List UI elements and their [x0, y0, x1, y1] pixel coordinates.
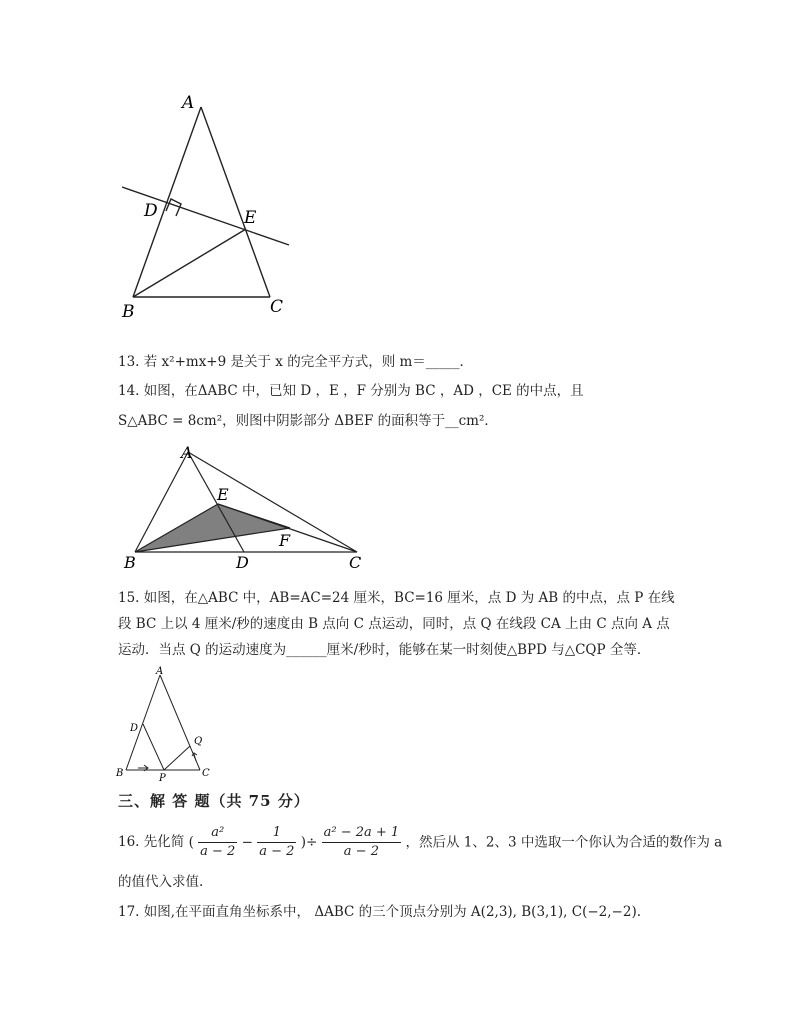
- q16-fraction-1: [198, 824, 237, 861]
- q16-f3-denominator: a − 2: [343, 844, 379, 859]
- fig3-label-Q: Q: [194, 736, 203, 747]
- fig3-label-A: A: [156, 666, 164, 677]
- q16-f2-denominator: a − 2: [259, 844, 295, 859]
- q16-f1-numerator: a²: [198, 824, 237, 843]
- fig2-label-A: A: [181, 443, 193, 462]
- fig2-label-B: B: [124, 553, 136, 572]
- q16-suffix: ，然后从 1、2、3 中选取一个你认为合适的数作为 a: [405, 834, 723, 851]
- fig1-label-A: A: [182, 93, 195, 113]
- q16-f2-numerator: 1: [257, 824, 296, 843]
- q16-f3-numerator: a² − 2a + 1: [322, 824, 402, 843]
- question-17: 17. 如图,在平面直角坐标系中， ΔABC 的三个顶点分别为 A(2,3), B(3,1), C(−2,−2).: [118, 904, 642, 920]
- fig2-label-D: D: [236, 553, 249, 572]
- fig2-label-C: C: [349, 553, 362, 572]
- fig1-label-B: B: [122, 302, 135, 322]
- question-16-line2: 的值代入求值.: [118, 874, 204, 890]
- fig1-label-C: C: [270, 297, 284, 317]
- section-3-heading: 三、解 答 题（共 75 分）: [118, 792, 310, 810]
- fig1-label-E: E: [244, 208, 257, 228]
- fig1-label-D: D: [144, 201, 158, 221]
- figure-3-triangle: [112, 662, 222, 782]
- fig2-label-E: E: [217, 485, 229, 504]
- figure-1-triangle: [110, 88, 310, 328]
- q16-fraction-2: [257, 824, 296, 861]
- question-13: 13. 若 x²+mx+9 是关于 x 的完全平方式，则 m＝_____．: [118, 354, 474, 370]
- figure-2-triangle: [118, 440, 378, 572]
- fig3-label-B: B: [116, 768, 124, 779]
- fig3-label-C: C: [202, 768, 210, 779]
- q16-fraction-3: [322, 824, 402, 861]
- q16-prefix: 16. 先化简: [118, 834, 185, 850]
- fig3-label-P: P: [159, 773, 166, 782]
- question-14-line2: S△ABC = 8cm²，则图中阴影部分 ΔBEF 的面积等于__cm²．: [118, 413, 498, 429]
- question-16: 16. 先化简 ( $\frac{\text{a²}}{a - 2}$ − $\frac{1}{a - 2}$ )÷ $\frac{\text{a² − 2a + 1}}{a - 2}$ ，然后从 1、2、3 中选取一个你认为合适的数作为 a: [118, 825, 723, 859]
- fig3-label-D: D: [130, 723, 139, 734]
- question-15: 15. 如图，在△ABC 中，AB=AC=24 厘米，BC=16 厘米，点 D 为 AB 的中点，点 P 在线段 BC 上以 4 厘米/秒的速度由 B 点向 C 点运动，同时，点 Q 在线段 CA 上由 C 点向 A 点运动．当点 Q 的运动速度为______厘米/秒时，能够在某一时刻使△BPD 与△CQP 全等．: [118, 590, 675, 658]
- question-14-line1: 14. 如图，在ΔABC 中，已知 D ，E ，F 分别为 BC ，AD ，CE 的中点，且: [118, 383, 584, 399]
- q16-f1-denominator: a − 2: [200, 844, 236, 859]
- fig2-label-F: F: [279, 531, 291, 550]
